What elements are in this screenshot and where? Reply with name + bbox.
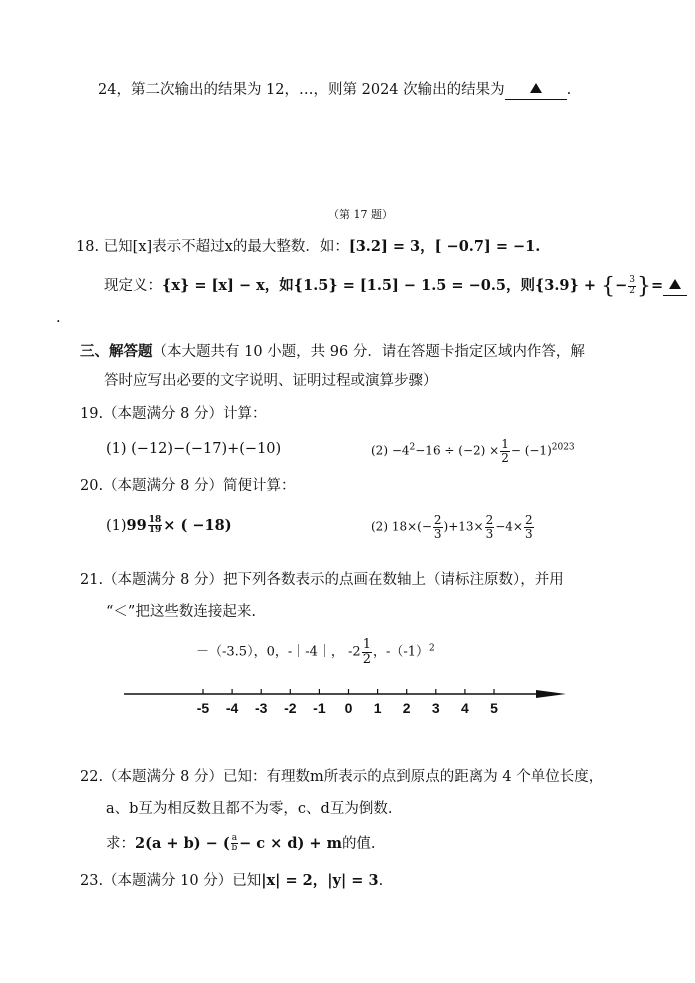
q21-numbers: －（-3.5），0，-｜-4｜， -2 $\frac{1}{2}$ ，$-(-1)^2$	[196, 637, 435, 667]
fraction: $\frac{2}{3}$	[433, 513, 442, 541]
axis-label: 3	[431, 700, 440, 716]
section-3-desc: 答时应写出必要的文字说明、证明过程或演算步骤）	[104, 373, 438, 389]
axis-label: -5	[196, 700, 210, 716]
q18-line1: 18. 已知[x]表示不超过x的最大整数．如：[3.2] = 3，[ −0.7] = −1.	[76, 238, 541, 255]
axis-label: 5	[490, 700, 498, 716]
q19-part2: $(2) -4^2-16 \div (-2)$ × $\frac{1}{2}$ − $(-1)^{2023}$	[371, 437, 575, 465]
axis-label: -4	[225, 700, 239, 716]
q22-line2: a、b互为相反数且都不为零，c、d互为倒数.	[106, 801, 393, 817]
q18-line3: .	[56, 310, 61, 326]
q22-heading: 22.（本题满分 8 分）已知：有理数m所表示的点到原点的距离为 4 个单位长度，	[80, 769, 604, 785]
q20-part1: (1)99 $\frac{18}{19}$ × ( −18)	[106, 515, 232, 536]
q18-line2: 现定义：{x} = [x] − x，如{1.5} = [1.5] − 1.5 = −0.5，则{3.9} + {− $\frac{3}{2}$ }=	[104, 274, 687, 300]
fraction: $\frac{2}{3}$	[524, 513, 533, 541]
figure-caption: （第 17 题）	[328, 208, 393, 221]
fraction: $\frac{1}{2}$	[362, 637, 371, 667]
axis-label: -3	[254, 700, 268, 716]
q23-heading: 23.（本题满分 10 分）已知|x| = 2，|y| = 3.	[80, 872, 384, 889]
answer-blank	[505, 82, 567, 100]
q20-part2: (2) 18×(− $\frac{2}{3}$ )+13× $\frac{2}{3}$ −4× $\frac{2}{3}$	[371, 513, 533, 541]
q19-heading: 19.（本题满分 8 分）计算：	[80, 406, 267, 422]
axis-label: 2	[402, 700, 411, 716]
fraction: $\frac{18}{19}$	[148, 515, 162, 536]
fraction: $\frac{a}{b}$	[231, 833, 238, 854]
axis-label: -2	[284, 700, 297, 716]
q21-line2: “＜”把这些数连接起来.	[106, 604, 256, 620]
fraction: $\frac{3}{2}$	[629, 275, 635, 296]
axis-label: -1	[313, 700, 326, 716]
axis-label: 0	[344, 700, 353, 716]
fraction: $\frac{1}{2}$	[501, 437, 509, 465]
q19-part1: (1) (−12)−(−17)+(−10)	[106, 441, 282, 457]
q22-line3: 求：2(a + b) − ( $\frac{a}{b}$ − c × d) + m的值.	[106, 833, 376, 854]
triangle-icon	[530, 83, 542, 93]
triangle-icon	[669, 279, 681, 289]
axis-label: 1	[373, 700, 382, 716]
q21-heading: 21.（本题满分 8 分）把下列各数表示的点画在数轴上（请标注原数），并用	[80, 572, 564, 588]
arrow-icon	[536, 690, 566, 698]
section-3-heading: 三、解答题（本大题共有 10 小题，共 96 分．请在答题卡指定区域内作答，解	[80, 343, 585, 360]
q20-heading: 20.（本题满分 8 分）简便计算：	[80, 478, 296, 494]
answer-blank	[663, 278, 687, 296]
fraction: $\frac{2}{3}$	[485, 513, 494, 541]
axis-label: 4	[460, 700, 469, 716]
q17-line: 24，第二次输出的结果为 12，…，则第 2024 次输出的结果为 .	[98, 82, 571, 100]
